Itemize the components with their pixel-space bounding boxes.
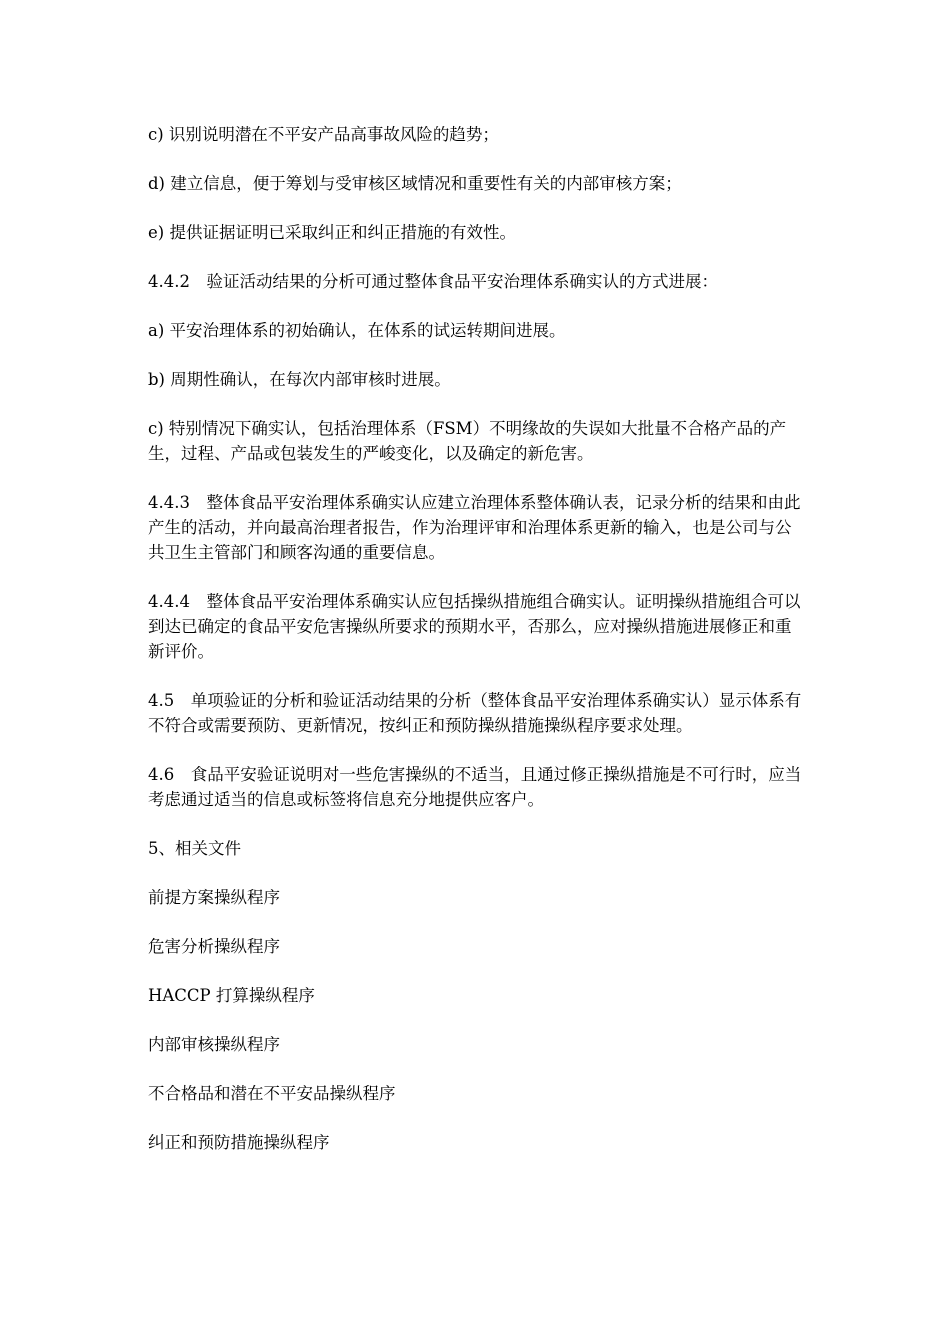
paragraph-4-6: 4.6 食品平安验证说明对一些危害操纵的不适当，且通过修正操纵措施是不可行时，应当考虑通过适当的信息或标签将信息充分地提供应客户。: [148, 765, 802, 809]
paragraph-a-initial-confirm: a) 平安治理体系的初始确认，在体系的试运转期间进展。: [148, 321, 566, 340]
related-doc-internal-audit: 内部审核操纵程序: [148, 1035, 280, 1054]
paragraph-4-4-2: 4.4.2 验证活动结果的分析可通过整体食品平安治理体系确实认的方式进展：: [148, 272, 718, 291]
related-doc-nonconforming: 不合格品和潜在不平安品操纵程序: [148, 1084, 396, 1103]
paragraph-b-periodic-confirm: b) 周期性确认，在每次内部审核时进展。: [148, 370, 451, 389]
paragraph-e-evidence: e) 提供证据证明已采取纠正和纠正措施的有效性。: [148, 223, 516, 242]
paragraph-4-4-4: 4.4.4 整体食品平安治理体系确实认应包括操纵措施组合确实认。证明操纵措施组合可以到达已确定的食品平安危害操纵所要求的预期水平，否那么，应对操纵措施进展修正和重新评价。: [148, 592, 801, 661]
related-doc-corrective-preventive: 纠正和预防措施操纵程序: [148, 1133, 330, 1152]
related-doc-hazard-analysis: 危害分析操纵程序: [148, 937, 280, 956]
paragraph-4-4-3: 4.4.3 整体食品平安治理体系确实认应建立治理体系整体确认表，记录分析的结果和由此产生的活动，并向最高治理者报告，作为治理评审和治理体系更新的输入，也是公司与公共卫生主管部门和顾客沟通的重要信息。: [148, 493, 801, 562]
paragraph-c-special-confirm: c) 特别情况下确实认，包括治理体系（FSM）不明缘故的失误如大批量不合格产品的产生，过程、产品或包装发生的严峻变化，以及确定的新危害。: [148, 419, 787, 463]
related-doc-haccp: HACCP 打算操纵程序: [148, 986, 315, 1005]
paragraph-d-audit-info: d) 建立信息，便于筹划与受审核区域情况和重要性有关的内部审核方案；: [148, 174, 682, 193]
paragraph-c-trend: c) 识别说明潜在不平安产品高事故风险的趋势；: [148, 125, 499, 144]
section-heading-related-documents: 5、相关文件: [148, 839, 241, 858]
related-doc-prerequisite: 前提方案操纵程序: [148, 888, 280, 907]
paragraph-4-5: 4.5 单项验证的分析和验证活动结果的分析（整体食品平安治理体系确实认）显示体系有不符合或需要预防、更新情况，按纠正和预防操纵措施操纵程序要求处理。: [148, 691, 802, 735]
document-body: [148, 122, 804, 1179]
